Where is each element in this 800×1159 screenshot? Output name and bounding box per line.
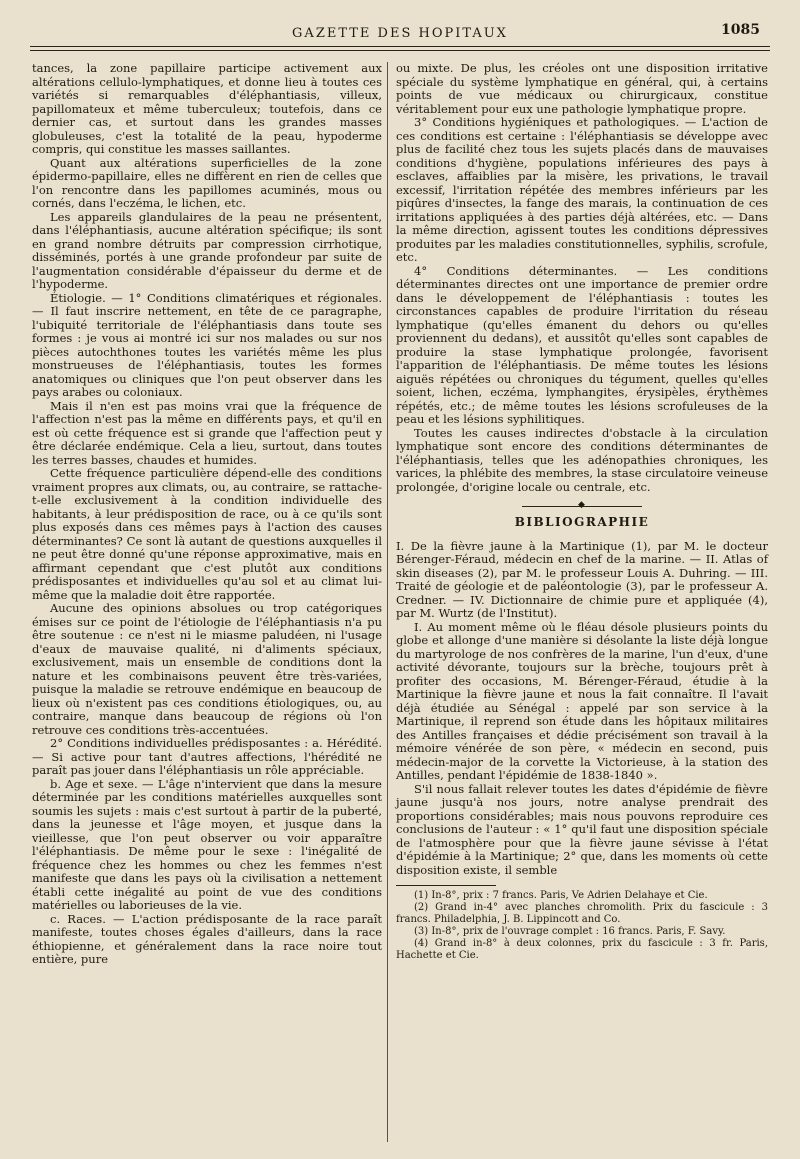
paragraph: Toutes les causes indirectes d'obstacle à la circulation lymphatique sont encore des conditions déterminantes de l'éléphantiasis, telles que les adénopathies chroniques, les varices, la phlébite des membres, la stase circulatoire veineuse prolongée, d'origine locale ou centrale, etc. <box>396 425 768 494</box>
paragraph: Quant aux altérations superficielles de la zone épidermo-papillaire, elles ne diffèrent en rien de celles que l'on rencontre dans les papillomes acuminés, mous ou cornés, dans l'eczéma, le lichen, etc. <box>32 155 382 210</box>
paragraph: tances, la zone papillaire participe activement aux altérations cellulo-lymphatiques, et donne lieu à toutes ces variétés si remarquables d'éléphantiasis, villeux, papillomateux et même tuberculeux; toutefois, dans ce dernier cas, et surtout dans les grandes masses globuleuses, c'est la totalité de la peau, hypoderme compris, qui constitue les masses saillantes. <box>32 61 382 156</box>
footnote: (2) Grand in-4° avec planches chromolith. Prix du fascicule : 3 francs. Philadelphia, J. B. Lippincott and Co. <box>396 902 768 925</box>
column-divider <box>387 62 388 1142</box>
paragraph: b. Age et sexe. — L'âge n'intervient que dans la mesure déterminée par les conditions matérielles auxquelles sont soumis les sujets : mais c'est surtout à partir de la puberté, dans la jeunesse et l'âge moyen, et jusque dans la vieillesse, que l'on peut observer ou voir apparaître l'éléphantiasis. De même pour le sexe : l'inégalité de fréquence chez les hommes ou chez les femmes n'est manifeste que dans les pays où la civilisation a nettement établi cette inégalité au point de vue des conditions matérielles ou laborieuses de la vie. <box>32 776 382 912</box>
paragraph: Les appareils glandulaires de la peau ne présentent, dans l'éléphantiasis, aucune altération spécifique; ils sont en grand nombre détruits par compression cirrhotique, disséminés, portés à une grande profondeur par suite de l'augmentation considérable d'épaisseur du derme et de l'hypoderme. <box>32 209 382 291</box>
footnote: (3) In-8°, prix de l'ouvrage complet : 16 francs. Paris, F. Savy. <box>414 926 726 937</box>
footnote: (4) Grand in-8° à deux colonnes, prix du fascicule : 3 fr. Paris, Hachette et Cie. <box>396 938 768 961</box>
bibliography-entries: I. De la fièvre jaune à la Martinique (1), par M. le docteur Bérenger-Féraud, médecin en chef de la marine. — II. Atlas of skin diseases (2), par M. le professeur Louis A. Duhring. — III. Traité de géologie et de paléontologie (3), par le professeur A. Credner. — IV. Dictionnaire de chimie pure et appliquée (4), par M. Wurtz (de l'Institut). <box>396 538 768 620</box>
paragraph: Mais il n'en est pas moins vrai que la fréquence de l'affection n'est pas la même en différents pays, et qu'il en est où cette fréquence est si grande que l'affection peut y être déclarée endémique. Cela a lieu, surtout, dans toutes les terres basses, chaudes et humides. <box>32 398 382 467</box>
section-heading: BIBLIOGRAPHIE <box>514 515 650 529</box>
running-title: GAZETTE DES HOPITAUX <box>292 26 508 41</box>
page-header <box>30 18 770 58</box>
paragraph: 4° Conditions déterminantes. — Les conditions déterminantes directes ont une importance de premier ordre dans le développement de l'éléphantiasis : toutes les circonstances capables de produire l'irritation du réseau lymphatique (qu'elles émanent du dehors ou qu'elles proviennent du dedans), et aussitôt qu'elles sont capables de produire la stase lymphatique prolongée, favorisent l'apparition de l'éléphantiasis. De même toutes les lésions aiguës répétées ou chroniques du tégument, quelles qu'elles soient, lichen, eczéma, lymphangites, érysipèles, érythèmes répétés, etc.; de même toutes les lésions scrofuleuses de la peau et les lésions syphilitiques. <box>396 263 768 426</box>
footnote: (1) In-8°, prix : 7 francs. Paris, Ve Adrien Delahaye et Cie. <box>414 890 708 901</box>
paragraph: I. Au moment même où le fléau désole plusieurs points du globe et allonge d'une manière si désolante la liste déjà longue du martyrologe de nos confrères de la marine, l'un d'eux, d'une activité dévorante, toujours sur la brèche, toujours prêt à profiter des occasions, M. Bérenger-Féraud, étudie à la Martinique la fièvre jaune et nous la fait connaître. Il l'avait déjà étudiée au Sénégal : appelé par son service à la Martinique, il reprend son étude dans les hôpitaux militaires des Antilles françaises et dédie précisément son travail à la mémoire vénérée de son père, « médecin en second, puis médecin-major de la corvette la Victorieuse, à la station des Antilles, pendant l'épidémie de 1838-1840 ». <box>396 619 768 782</box>
paragraph: Étiologie. — 1° Conditions climatériques et régionales. — Il faut inscrire nettement, en tête de ce paragraphe, l'ubiquité territoriale de l'éléphantiasis dans toute ses formes : je vous ai montré ici sur nos malades ou sur nos pièces autochthones toutes les variétés même les plus monstrueuses de l'éléphantiasis, toutes les formes anatomiques ou cliniques que l'on peut observer dans les pays arabes ou coloniaux. <box>32 290 382 399</box>
header-rule-thin <box>30 50 770 51</box>
paragraph: ou mixte. De plus, les créoles ont une disposition irritative spéciale du système lymphatique en général, qui, à certains points de vue médicaux ou chirurgicaux, constitue véritablement pour eux une pathologie lymphatique propre. <box>396 61 768 116</box>
paragraph: c. Races. — L'action prédisposante de la race paraît manifeste, toutes choses égales d'ailleurs, dans la race éthiopienne, et généralement dans la race noire tout entière, pure <box>32 911 382 966</box>
header-rule <box>30 46 770 47</box>
page-number: 1085 <box>721 22 760 38</box>
footnotes-rule <box>396 885 496 886</box>
paragraph: Aucune des opinions absolues ou trop catégoriques émises sur ce point de l'étiologie de l'éléphantiasis n'a pu être soutenue : ce n'est ni le miasme paludéen, ni l'usage d'eaux de mauvaise qualité, ni d'aliments spéciaux, exclusivement, mais un ensemble de conditions dont la nature et les combinaisons peuvent être très-variées, puisque la maladie se retrouve endémique en beaucoup de lieux où n'existent pas ces conditions étiologiques, ou, au contraire, manque dans beaucoup de régions où l'on retrouve ces conditions très-accentuées. <box>32 601 382 737</box>
paragraph: Cette fréquence particulière dépend-elle des conditions vraiment propres aux climats, ou, au contraire, se rattache-t-elle exclusivement à la condition individuelle des habitants, à leur prédisposition de race, ou à ce qu'ils sont plus exposés dans ces mêmes pays à l'action des causes déterminantes? Ce sont là autant de questions auxquelles il ne peut être donné qu'une réponse approximative, mais en affirmant cependant que c'est plutôt aux conditions prédisposantes et individuelles qu'au sol et au climat lui-même que la maladie doit être rapportée. <box>32 466 382 602</box>
paragraph: S'il nous fallait relever toutes les dates d'épidémie de fièvre jaune jusqu'à nos jours, notre analyse prendrait des proportions considérables; mais nous pouvons reproduire ces conclusions de l'auteur : « 1° qu'il faut une disposition spéciale de l'atmosphère pour que la fièvre jaune sévisse à l'état d'épidémie à la Martinique; 2° que, dans les moments où cette disposition existe, il semble <box>396 781 768 877</box>
right-column <box>396 62 768 962</box>
paragraph: 3° Conditions hygiéniques et pathologiques. — L'action de ces conditions est certaine : l'éléphantiasis se développe avec plus de facilité chez tous les sujets placés dans de mauvaises conditions d'hygiène, populations inférieures des pays à esclaves, affaiblies par la misère, les privations, le travail excessif, l'irritation répétée des membres inférieurs par les piqûres d'insectes, la fange des marais, la continuation de ces irritations appliquées à des parties déjà altérées, etc. — Dans la même direction, agissent toutes les conditions dépressives produites par les maladies constitutionnelles, syphilis, scrofule, etc. <box>396 115 768 264</box>
paragraph: 2° Conditions individuelles prédisposantes : a. Hérédité. — Si active pour tant d'autres affections, l'hérédité ne paraît pas jouer dans l'éléphantiasis un rôle appréciable. <box>32 736 382 777</box>
ornament-separator <box>522 502 642 510</box>
left-column <box>32 62 382 1142</box>
